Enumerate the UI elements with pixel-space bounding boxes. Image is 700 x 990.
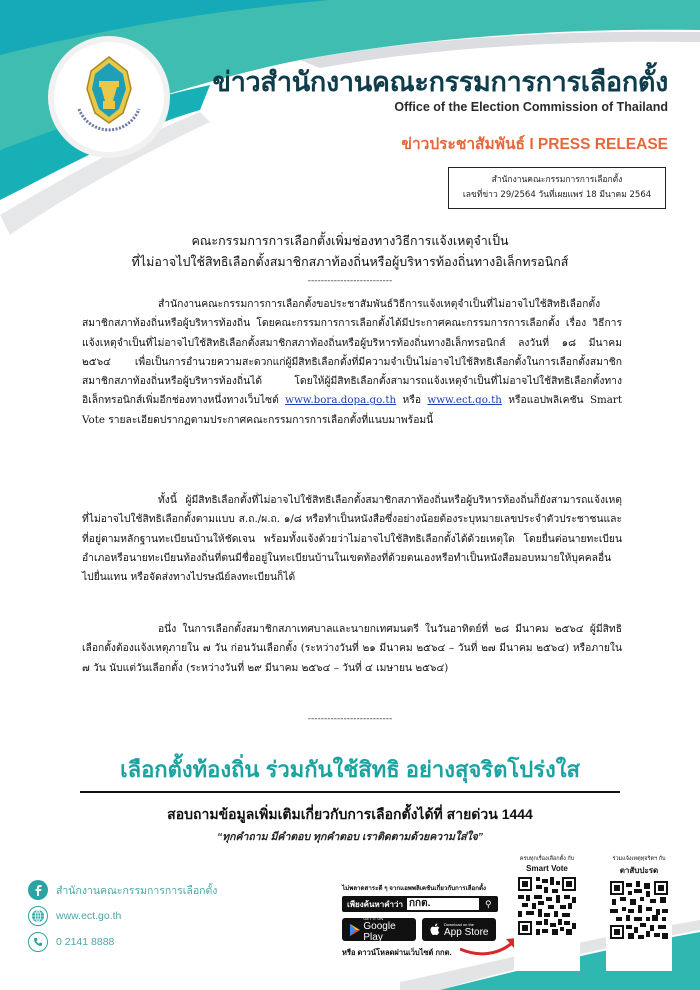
headline-line-1: คณะกรรมการการเลือกตั้งเพิ่มช่องทางวิธีการแจ้งเหตุจำเป็น	[191, 233, 509, 248]
app-store-label: App Store	[444, 926, 489, 938]
ect-logo	[54, 42, 164, 152]
hotline-text: สอบถามข้อมูลเพิ่มเติมเกี่ยวกับการเลือกตั้งได้ที่ สายด่วน 1444	[167, 806, 533, 822]
press-release-label: ข่าวประชาสัมพันธ์ I PRESS RELEASE	[401, 136, 668, 153]
google-play-icon	[346, 923, 363, 937]
facebook-icon	[28, 880, 48, 900]
app-store-small: Download on the	[444, 921, 475, 927]
phone-icon	[28, 932, 48, 952]
org-name-en: Office of the Election Commission of Thailand	[394, 100, 668, 114]
headline	[0, 230, 700, 272]
tasapparod-qr[interactable]	[606, 853, 672, 971]
divider	[80, 791, 620, 793]
website-label: www.ect.go.th	[56, 910, 122, 922]
paragraph-text: ทั้งนี้ ผู้มีสิทธิเลือกตั้งที่ไม่อาจไปใช้สิทธิเลือกตั้งสมาชิกสภาท้องถิ่นหรือผู้บริหารท้องถิ่นก็ยังสามารถแจ้งเหตุที่ไม่อาจไปใช้สิทธิเลือกตั้งตามแบบ ส.ถ./ผ.ถ. ๑/๘ หรือทำเป็นหนังสือซึ่งอย่างน้อยต้องระบุหมายเลขประจำตัวประชาชนและที่อยู่ตามหลักฐานทะเบียนบ้านให้ชัดเจน พร้อมทั้งแจ้งด้วยว่าไม่อาจไปใช้สิทธิเลือกตั้งได้ด้วยเหตุใด โดยยื่นต่อนายทะเบียนอำเภอหรือนายทะเบียนท้องถิ่นที่ตนมีชื่ออยู่ในทะเบียนบ้านในเขตท้องที่ด้วยตนเองหรือทำเป็นหนังสือมอบหมายให้บุคคลอื่นไปยื่นแทน หรือจัดส่งทางไปรษณีย์ลงทะเบียนก็ได้	[82, 494, 622, 584]
ect-link[interactable]: www.ect.go.th	[427, 394, 502, 407]
body-paragraph-2	[82, 491, 622, 587]
phone-contact[interactable]	[28, 932, 114, 952]
org-name-th: ข่าวสำนักงานคณะกรรมการการเลือกตั้ง	[212, 67, 668, 97]
facebook-contact[interactable]	[28, 880, 217, 900]
body-text: สำนักงานคณะกรรมการการเลือกตั้งขอประชาสัมพันธ์วิธีการแจ้งเหตุจำเป็นที่ไม่อาจไปใช้สิทธิเลือกตั้งสมาชิกสภาท้องถิ่นหรือผู้บริหารท้องถิ่น โดยคณะกรรมการการเลือกตั้งได้มีประกาศคณะกรรมการการเลือกตั้ง เรื่อง วิธีการแจ้งเหตุจำเป็นที่ไม่อาจไปใช้สิทธิเลือกตั้งสมาชิกสภาท้องถิ่นหรือผู้บริหารท้องถิ่นทางอิเล็กทรอนิกส์ ลงวันที่ ๑๘ มีนาคม ๒๕๖๔ เพื่อเป็นการอำนวยความสะดวกแก่ผู้มีสิทธิเลือกตั้งที่มีความจำเป็นไม่อาจไปใช้สิทธิเลือกตั้งในการเลือกตั้งสมาชิกสมาชิกสภาท้องถิ่นหรือผู้บริหารท้องถิ่นได้ โดยให้ผู้มีสิทธิเลือกตั้งสามารถแจ้งเหตุจำเป็นที่ไม่อาจไปใช้สิทธิเลือกตั้งทางอิเล็กทรอนิกส์เพิ่มอีกช่องทางหนึ่งทางเว็บไซต์	[82, 298, 622, 407]
qr-caption: ร่วมแจ้งเหตุทุจริตฯ กับ	[612, 856, 666, 862]
search-icon: ⚲	[485, 898, 492, 909]
headline-line-2: ที่ไม่อาจไปใช้สิทธิเลือกตั้งสมาชิกสภาท้องถิ่นหรือผู้บริหารท้องถิ่นทางอิเล็กทรอนิกส์	[131, 254, 569, 269]
headline-separator: --------------------------	[307, 276, 393, 286]
slogan: เลือกตั้งท้องถิ่น ร่วมกันใช้สิทธิ อย่างสุจริตโปร่งใส	[120, 757, 580, 782]
reference-number-date: เลขที่ข่าว 29/2564 วันที่เผยแพร่ 18 มีนาคม 2564	[462, 190, 652, 200]
body-paragraph-1	[82, 295, 622, 430]
qr-code-icon	[518, 877, 576, 935]
app-tagline: ไม่พลาดสาระดี ๆ จากแอพพลิเคชันเกี่ยวกับการเลือกตั้ง	[342, 885, 487, 892]
google-play-label: Google Play	[363, 921, 396, 943]
globe-icon	[28, 906, 48, 926]
reference-box	[448, 167, 666, 209]
app-search-hint	[342, 896, 498, 912]
body-text: หรือแอปพลิเคชัน Smart Vote รายละเอียดปรากฏตามประกาศคณะกรรมการการเลือกตั้งที่แนบมาพร้อมนี้	[82, 394, 622, 426]
phone-label: 0 2141 8888	[56, 936, 115, 948]
web-download-text: หรือ ดาวน์โหลดผ่านเว็บไซต์ กกต.	[342, 948, 452, 957]
website-contact[interactable]	[28, 906, 121, 926]
body-text: หรือ	[396, 394, 428, 407]
facebook-label: สำนักงานคณะกรรมการการเลือกตั้ง	[56, 884, 218, 897]
qr-title: Smart Vote	[526, 864, 568, 873]
qr-code-icon	[610, 881, 668, 939]
search-label: เพียงค้นหาคำว่า	[347, 899, 404, 909]
qr-caption: ครบทุกเรื่องเลือกตั้ง กับ	[519, 856, 575, 862]
body-paragraph-3	[82, 620, 622, 678]
bora-link[interactable]: www.bora.dopa.go.th	[285, 394, 397, 407]
paragraph-text: อนึ่ง ในการเลือกตั้งสมาชิกสภาเทศบาลและนายกเทศมนตรี ในวันอาทิตย์ที่ ๒๘ มีนาคม ๒๕๖๔ ผู้มีสิทธิเลือกตั้งต้องแจ้งเหตุภายใน ๗ วัน ก่อนวันเลือกตั้ง (ระหว่างวันที่ ๒๑ มีนาคม ๒๕๖๔ – วันที่ ๒๗ มีนาคม ๒๕๖๔) หรือภายใน ๗ วัน นับแต่วันเลือกตั้ง (ระหว่างวันที่ ๒๙ มีนาคม ๒๕๖๔ – วันที่ ๔ เมษายน ๒๕๖๔)	[82, 623, 622, 674]
qr-title: ตาสับปะรด	[619, 866, 659, 875]
end-separator: --------------------------	[307, 714, 393, 724]
red-arrow-icon	[460, 935, 520, 957]
smart-vote-qr[interactable]	[514, 853, 580, 971]
apple-icon	[426, 923, 444, 936]
google-play-small: GET IT ON	[363, 916, 384, 921]
motto: “ทุกคำถาม มีคำตอบ ทุกคำตอบ เราติดตามด้วยความใส่ใจ”	[216, 831, 484, 843]
ect-emblem-icon	[61, 49, 157, 145]
search-keyword: กกต.	[407, 898, 479, 910]
reference-office: สำนักงานคณะกรรมการการเลือกตั้ง	[491, 175, 623, 185]
google-play-button[interactable]	[342, 918, 416, 941]
